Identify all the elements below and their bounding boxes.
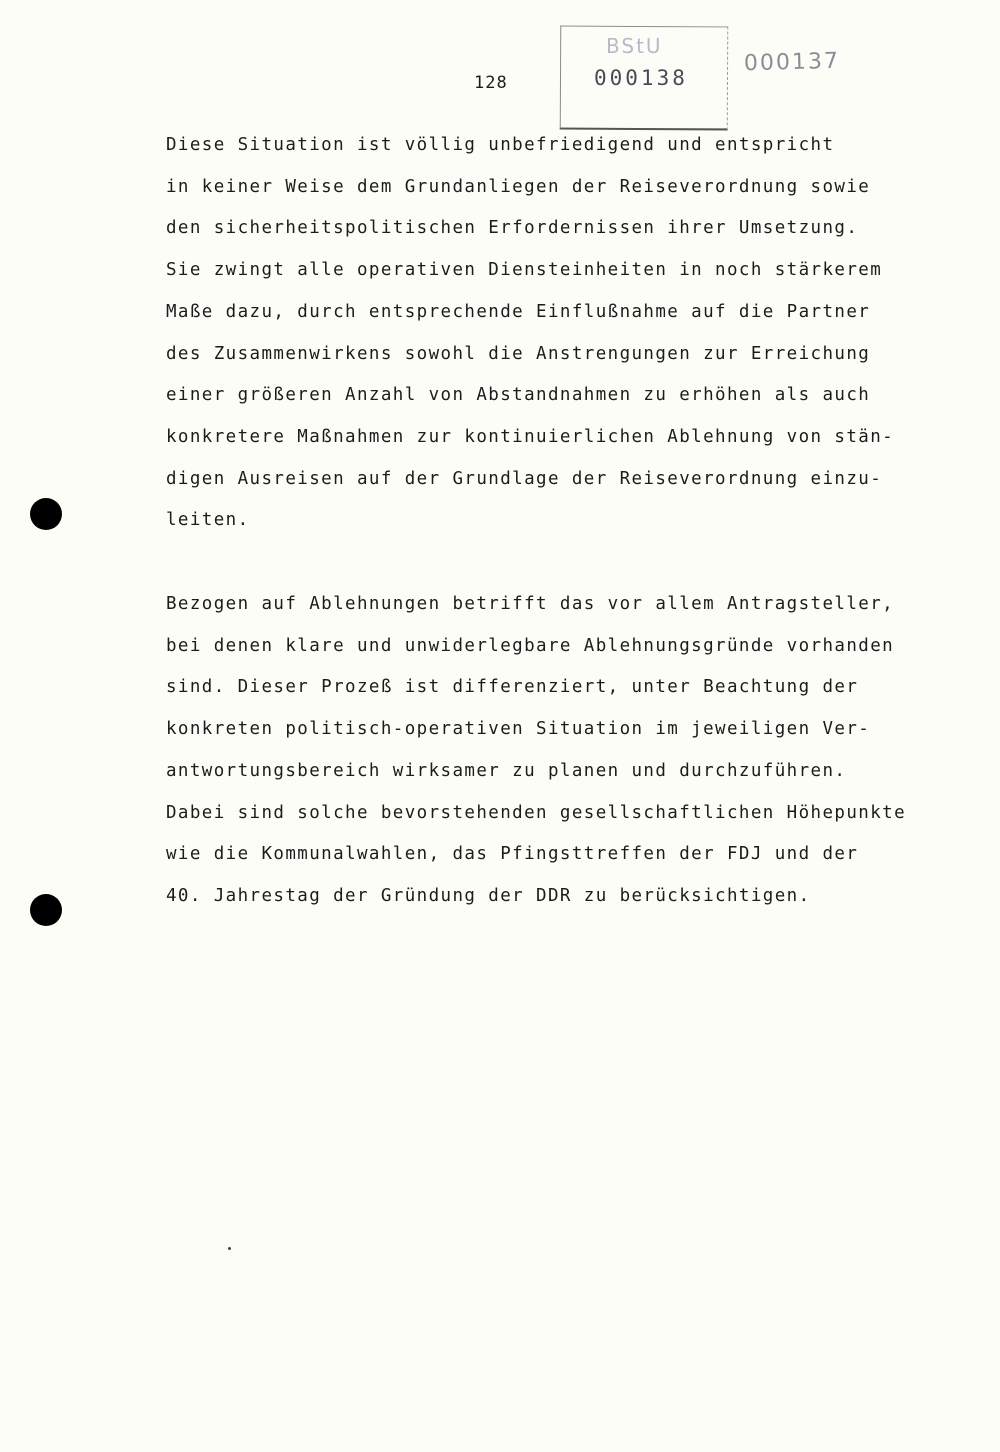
paragraph-1 [166,125,894,542]
text-line: digen Ausreisen auf der Grundlage der Reiseverordnung einzu- [166,468,883,489]
text-line: Bezogen auf Ablehnungen betrifft das vor allem Antragsteller, [166,594,895,614]
text-line: den sicherheitspolitischen Erfordernissen ihrer Umsetzung. [166,218,859,239]
paragraph-2 [166,584,906,918]
text-line: in keiner Weise dem Grundanliegen der Reiseverordnung sowie [166,176,871,197]
text-line: konkretere Maßnahmen zur kontinuierlichen Ablehnung von stän- [166,426,895,447]
text-line: bei denen klare und unwiderlegbare Ablehnungsgründe vorhanden [166,635,895,656]
text-line: konkreten politisch-operativen Situation im jeweiligen Ver- [166,719,871,740]
archive-number: 000137 [743,48,841,77]
text-line: sind. Dieser Prozeß ist differenziert, unter Beachtung der [166,677,859,698]
page-number: 128 [474,73,508,93]
punch-hole-top [30,498,62,530]
text-line: Sie zwingt alle operativen Diensteinheiten in noch stärkerem [166,260,883,281]
text-line: Diese Situation ist völlig unbefriedigend und entspricht [166,135,835,155]
text-line: einer größeren Anzahl von Abstandnahmen zu erhöhen als auch [166,385,871,406]
text-line: 40. Jahrestag der Gründung der DDR zu berücksichtigen. [166,885,811,906]
text-line: Dabei sind solche bevorstehenden gesellschaftlichen Höhepunkte [166,802,907,823]
stray-mark [228,1247,231,1250]
stamp-label: BStU [606,34,663,58]
text-line: antwortungsbereich wirksamer zu planen und durchzuführen. [166,760,847,781]
text-line: des Zusammenwirkens sowohl die Anstrengungen zur Erreichung [166,343,871,364]
stamp-number: 000138 [594,66,688,90]
text-line: wie die Kommunalwahlen, das Pfingsttreffen der FDJ und der [166,844,859,865]
text-line: leiten. [166,510,250,531]
text-line: Maße dazu, durch entsprechende Einflußnahme auf die Partner [166,301,871,322]
punch-hole-bottom [30,894,62,926]
